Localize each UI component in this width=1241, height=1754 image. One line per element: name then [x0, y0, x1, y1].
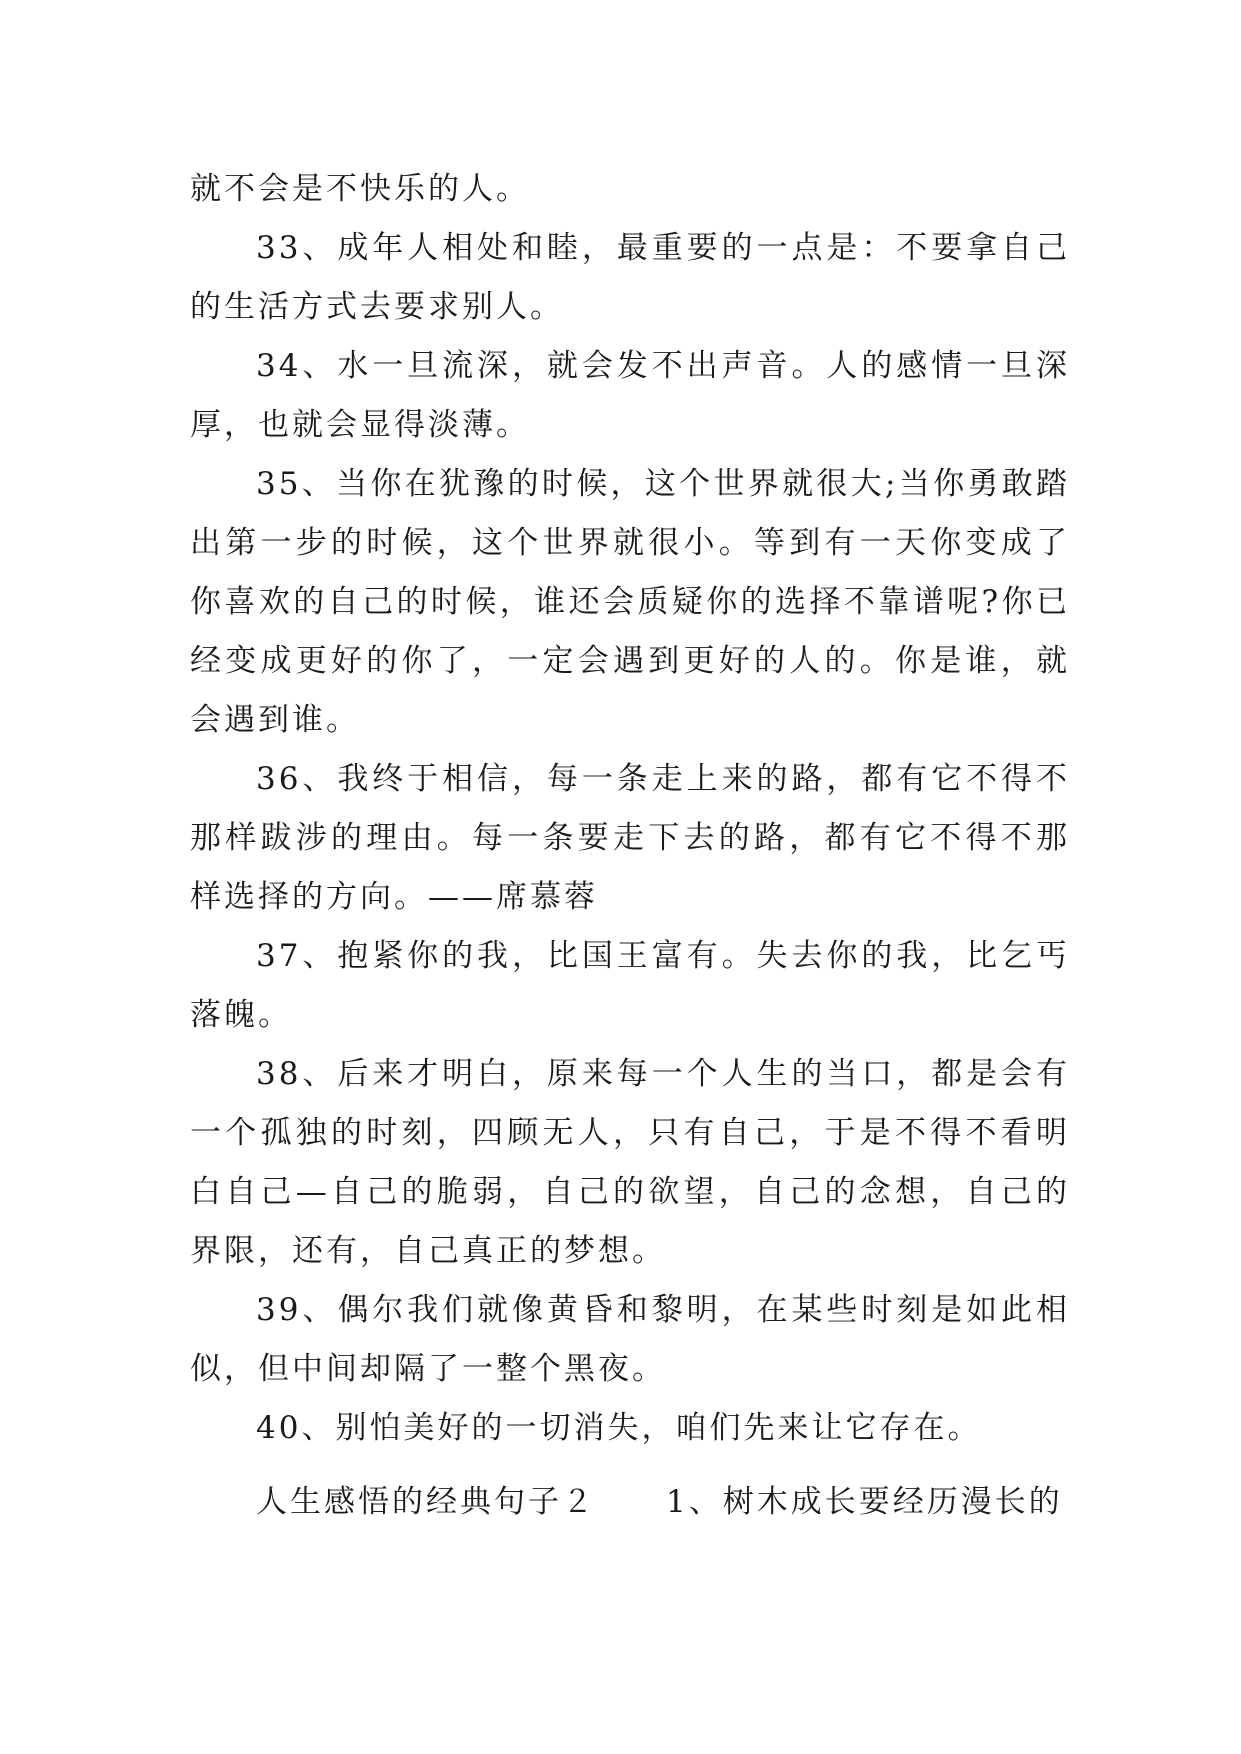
paragraph-continuation: 就不会是不快乐的人。 — [190, 171, 530, 207]
paragraph-38: 38、后来才明白，原来每一个人生的当口，都是会有一个孤独的时刻，四顾无人，只有自己，于是不得不看明白自己—自己的脆弱，自己的欲望，自己的念想，自己的界限，还有，自己真正的梦想。 — [190, 1056, 1070, 1269]
paragraph-35: 35、当你在犹豫的时候，这个世界就很大;当你勇敢踏出第一步的时候，这个世界就很小。等到有一天你变成了你喜欢的自己的时候，谁还会质疑你的选择不靠谱呢?你已经变成更好的你了，一定会遇到更好的人的。你是谁，就会遇到谁。 — [190, 466, 1070, 738]
section-first-line: 1、树木成长要经历漫长的 — [666, 1484, 1063, 1520]
paragraph-40: 40、别怕美好的一切消失，咱们先来让它存在。 — [256, 1410, 982, 1446]
body-text — [190, 160, 1070, 1458]
paragraph-33: 33、成年人相处和睦，最重要的一点是：不要拿自己的生活方式去要求别人。 — [190, 230, 1070, 325]
paragraph-34: 34、水一旦流深，就会发不出声音。人的感情一旦深厚，也就会显得淡薄。 — [190, 348, 1070, 443]
section-heading: 人生感悟的经典句子２ — [256, 1484, 596, 1520]
paragraph-36: 36、我终于相信，每一条走上来的路，都有它不得不那样跋涉的理由。每一条要走下去的路，都有它不得不那样选择的方向。——席慕蓉 — [190, 761, 1070, 915]
paragraph-39: 39、偶尔我们就像黄昏和黎明，在某些时刻是如此相似，但中间却隔了一整个黑夜。 — [190, 1292, 1070, 1387]
paragraph-37: 37、抱紧你的我，比国王富有。失去你的我，比乞丐落魄。 — [190, 938, 1070, 1033]
section-heading-line — [256, 1473, 1070, 1532]
